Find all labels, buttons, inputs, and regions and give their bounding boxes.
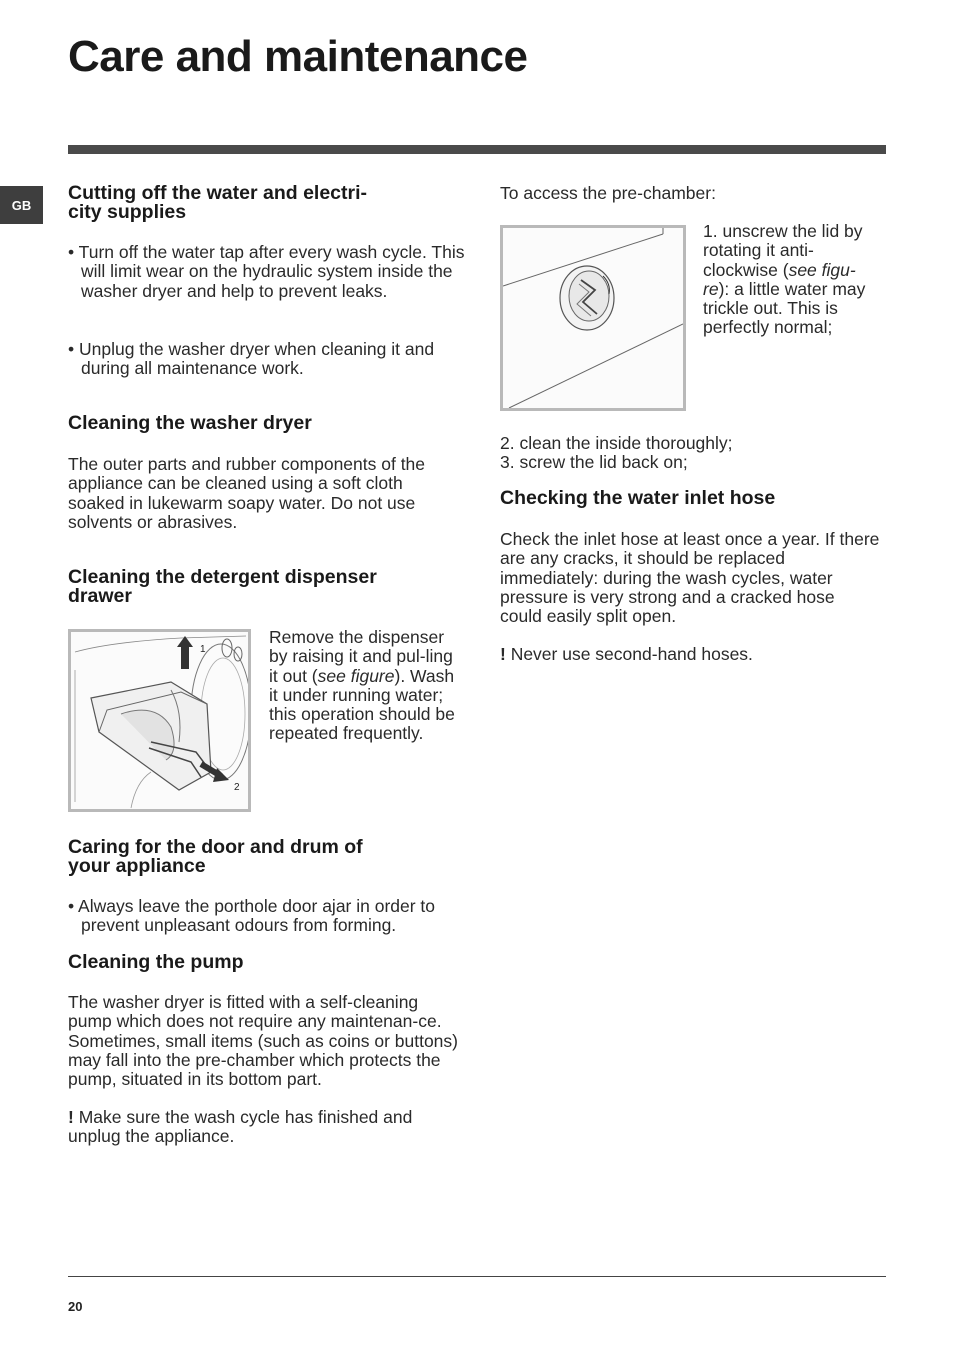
heading-water-electricity: Cutting off the water and electri- city supplies [68, 182, 368, 223]
dispenser-figure [68, 629, 251, 812]
dispenser-drawing [71, 632, 248, 809]
heading-dispenser: Cleaning the detergent dispenser drawer [68, 566, 377, 607]
prechamber-figure [500, 225, 686, 411]
heading-pump: Cleaning the pump [68, 951, 244, 973]
access-intro: To access the pre-chamber: [500, 183, 716, 203]
figure-label-2: 2 [234, 782, 240, 793]
heading-cleaning-washer: Cleaning the washer dryer [68, 412, 312, 434]
warning-icon: ! [68, 1107, 74, 1127]
step-2: 2. clean the inside thoroughly; [500, 433, 733, 453]
step-3: 3. screw the lid back on; [500, 452, 688, 472]
text-inlet-hose: Check the inlet hose at least once a year. If there are any cracks, it should be replaced immediately: during the wash cycles, water pressure is very strong and a cracked hose could easily split open. [500, 529, 880, 627]
language-tab: GB [0, 186, 43, 224]
warning-inlet: ! Never use second-hand hoses. [500, 644, 753, 664]
prechamber-drawing [503, 228, 683, 408]
bullet-water-tap: • Turn off the water tap after every wash cycle. This will limit wear on the hydraulic system inside the washer dryer and help to prevent leaks. [68, 242, 465, 301]
text-dispenser: Remove the dispenser by raising it and pul-ling it out (see figure). Wash it under running water; this operation should be repeated frequently. [269, 627, 455, 744]
header-rule [68, 145, 886, 154]
bullet-porthole: • Always leave the porthole door ajar in order to prevent unpleasant odours from forming. [68, 896, 436, 936]
bullet-unplug: • Unplug the washer dryer when cleaning it and during all maintenance work. [68, 339, 435, 379]
heading-inlet-hose: Checking the water inlet hose [500, 487, 776, 509]
footer-rule [68, 1276, 886, 1277]
warning-icon: ! [500, 644, 506, 664]
heading-door-drum: Caring for the door and drum of your appliance [68, 836, 363, 877]
page-title: Care and maintenance [68, 32, 528, 81]
text-cleaning-washer: The outer parts and rubber components of the appliance can be cleaned using a soft cloth soaked in lukewarm soapy water. Do not use solvents or abrasives. [68, 454, 426, 532]
text-pump: The washer dryer is fitted with a self-cleaning pump which does not require any maintenan-ce. Sometimes, small items (such as coins or buttons) may fall into the pre-chamber which protects the pump, situated in its bottom part. [68, 992, 458, 1090]
figure-label-1: 1 [200, 644, 206, 655]
step-1: 1. unscrew the lid by rotating it anti-clockwise (see figu-re): a little water may trickle out. This is perfectly normal; [703, 221, 866, 338]
page-number: 20 [68, 1299, 83, 1314]
warning-pump: ! Make sure the wash cycle has finished and unplug the appliance. [68, 1107, 413, 1147]
